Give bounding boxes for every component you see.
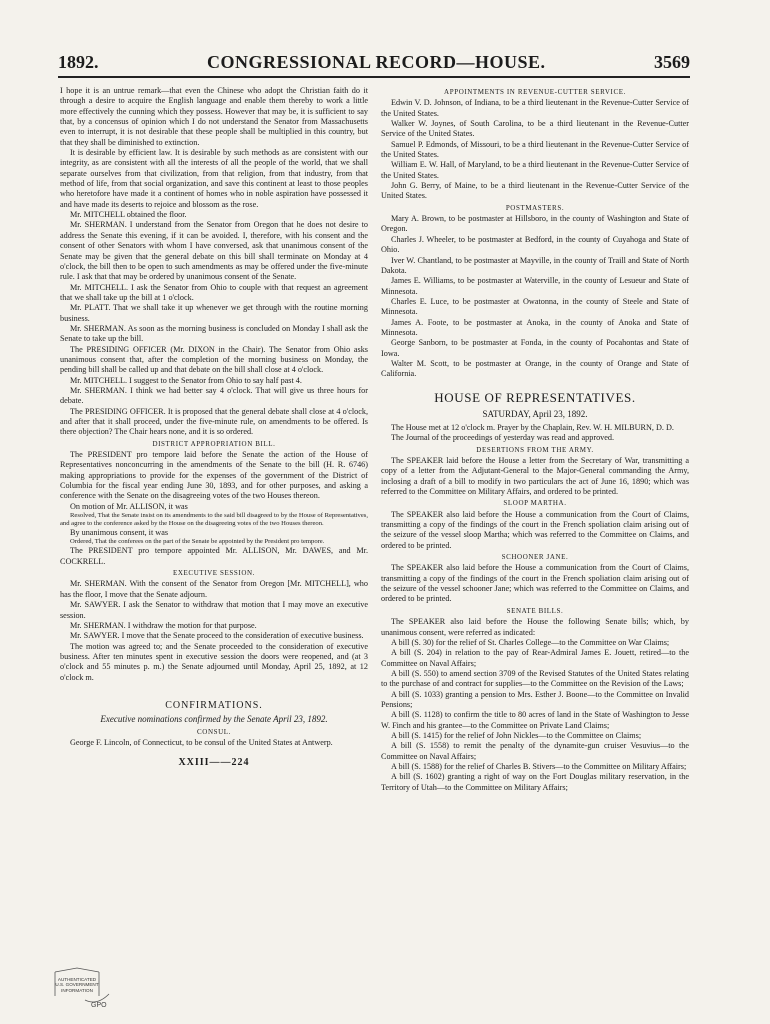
gpo-line: INFORMATION — [61, 987, 93, 993]
paragraph: George F. Lincoln, of Connecticut, to be consul of the United States at Antwerp. — [70, 737, 333, 747]
paragraph: Charles E. Luce, to be postmaster at Owatonna, in the county of Steele and State of Minnesota. — [381, 296, 689, 317]
signature-mark: XXIII——224 — [178, 757, 250, 769]
paragraph: Walter M. Scott, to be postmaster at Orange, in the county of Orange and State of California. — [381, 358, 689, 379]
paragraph: The House met at 12 o'clock m. Prayer by the Chaplain, Rev. W. H. MILBURN, D. D. — [391, 422, 674, 432]
section-heading: SENATE BILLS. — [506, 606, 564, 615]
paragraph: Mr. MITCHELL. I ask the Senator from Ohio to couple with that request an agreement that we shall take up the bill at 1 o'clock. — [60, 282, 368, 302]
paragraph: John G. Berry, of Maine, to be a third lieutenant in the Revenue-Cutter Service of the United States. — [381, 181, 689, 201]
gpo-caption — [47, 977, 107, 993]
paragraph: Mr. SHERMAN. I withdraw the motion for that purpose. — [70, 620, 257, 630]
paragraph: Iver W. Chantland, to be postmaster at Mayville, in the county of Traill and State of North Dakota. — [381, 255, 689, 275]
paragraph: Mr. PLATT. That we shall take it up whenever we get through with the routine morning business. — [60, 303, 368, 323]
paragraph: Samuel P. Edmonds, of Missouri, to be a third lieutenant in the Revenue-Cutter Service of the United States. — [381, 139, 689, 160]
header-title: CONGRESSIONAL RECORD—HOUSE. — [206, 51, 546, 72]
paragraph: William E. W. Hall, of Maryland, to be a third lieutenant in the Revenue-Cutter Service of the United States. — [381, 160, 689, 180]
paragraph: The PRESIDENT pro tempore appointed Mr. ALLISON, Mr. DAWES, and Mr. COCKRELL. — [60, 546, 368, 566]
paragraph: Mr. MITCHELL. I suggest to the Senator from Ohio to say half past 4. — [70, 375, 302, 385]
paragraph: A bill (S. 30) for the relief of St. Charles College—to the Committee on War Claims; — [391, 637, 670, 647]
paragraph: A bill (S. 1128) to confirm the title to 80 acres of land in the State of Washington to Jesse W. Finch and his grantee—to the Committee on Private Land Claims; — [381, 710, 689, 730]
paragraph: The PRESIDENT pro tempore laid before the Senate the action of the House of Representatives nonconcurring in the amendments of the Senate to the bill (H. R. 6746) making appropriations to provide for the expenses of the government of the District of Columbia for the fiscal year ending June 30, 1893, and for other purposes, and asking a conference with the Senate on the disagreeing votes of the two Houses thereon. — [60, 450, 368, 501]
paragraph: The Journal of the proceedings of yesterday was read and approved. — [391, 433, 615, 443]
section-heading: EXECUTIVE SESSION. — [173, 569, 255, 578]
paragraph: By unanimous consent, it was — [70, 528, 169, 538]
paragraph: The SPEAKER laid before the House a letter from the Secretary of War, transmitting a copy of a letter from the Adjutant-General to the Major-General commanding the Army, inclosing a draft of a bill to modify in two particulars the act of June 16, 1890; which was referred to the Committee on Military Affairs, and ordered to be printed. — [381, 456, 689, 497]
executive-nominations-line: Executive nominations confirmed by the Senate April 23, 1892. — [100, 714, 328, 725]
paragraph: A bill (S. 1033) granting a pension to Mrs. Esther J. Boone—to the Committee on Invalid Pensions; — [381, 689, 689, 709]
paragraph: Mr. SAWYER. I move that the Senate proceed to the consideration of executive business. — [70, 631, 364, 641]
paragraph: Mr. SHERMAN. I understand from the Senator from Oregon that he does not desire to address the Senate this evening, if it can be avoided. I, therefore, with his consent and the consent of other Senators with whom I have conversed, ask that unanimous consent of the Senate may be given that the general debate on this bill shall terminate on Monday at 4 o'clock, the bill then to be open to such amendments as may be offered under the five-minute rule. I ask that that may be ordered by unanimous consent of the Senate. — [60, 220, 368, 282]
header-page-number: 3569 — [653, 51, 690, 72]
paragraph: Mr. SAWYER. I ask the Senator to withdraw that motion that I may move an executive session. — [60, 600, 368, 620]
section-heading: SLOOP MARTHA. — [503, 499, 567, 508]
paragraph: Mr. SHERMAN. With the consent of the Senator from Oregon [Mr. MITCHELL], who has the floor, I move that the Senate adjourn. — [60, 579, 368, 599]
paragraph: The SPEAKER also laid before the House the following Senate bills; which, by unanimous consent, were referred as indicated: — [381, 617, 689, 637]
paragraph: Mr. SHERMAN. I think we had better say 4 o'clock. That will give us three hours for debate. — [60, 385, 368, 406]
paragraph: A bill (S. 1588) for the relief of Charles B. Stivers—to the Committee on Military Affairs; — [391, 761, 687, 771]
header-year: 1892. — [58, 51, 99, 72]
paragraph: A bill (S. 1415) for the relief of John Nickles—to the Committee on Claims; — [391, 730, 642, 740]
confirmations-heading: CONFIRMATIONS. — [165, 699, 263, 711]
paragraph: A bill (S. 204) in relation to the pay of Rear-Admiral James E. Jouett, retired—to the Committee on Naval Affairs; — [381, 648, 689, 668]
paragraph: Mary A. Brown, to be postmaster at Hillsboro, in the county of Washington and State of Oregon. — [381, 214, 689, 234]
paragraph: A bill (S. 1558) to remit the penalty of the dynamite-gun cruiser Vesuvius—to the Committee on Naval Affairs; — [381, 741, 689, 761]
paragraph: The PRESIDING OFFICER (Mr. DIXON in the Chair). The Senator from Ohio asks unanimous consent that, after the completion of the morning business on Monday, the pending bill shall be called up and that debate on the bill shall close at 4 o'clock. — [60, 344, 368, 375]
section-heading: POSTMASTERS. — [505, 203, 565, 212]
section-heading: CONSUL. — [197, 727, 231, 736]
paragraph: It is desirable by efficient law. It is desirable by such methods as are consistent with our integrity, as are consistent with all the interests of all the people of the world, that we shall separate ourselves from that civilization, from that religion, from that industry, from that method of life, from that social organization, and save this continent at least to those peoples who heretofore have made it a continent of homes who in noble aspiration have possessed it and have made its deserts to rejoice and blossom as the rose. — [60, 148, 368, 209]
paragraph: James E. Williams, to be postmaster at Waterville, in the county of Lesueur and State of Minnesota. — [381, 276, 689, 296]
resolution-text: Resolved, That the Senate insist on its amendments to the said bill disagreed to by the House of Representatives, and agree to the conference asked by the House on the disagreeing votes of the two Houses thereon. — [60, 512, 368, 528]
paragraph: A bill (S. 1602) granting a right of way on the Fort Douglas military reservation, in the Territory of Utah—to the Committee on Military Affairs; — [381, 772, 689, 792]
paragraph: Mr. SHERMAN. As soon as the morning business is concluded on Monday I shall ask the Senate to take up the bill. — [60, 323, 368, 344]
paragraph: Walker W. Joynes, of South Carolina, to be a third lieutenant in the Revenue-Cutter Service of the United States. — [381, 119, 689, 139]
paragraph: On motion of Mr. ALLISON, it was — [70, 501, 188, 511]
gpo-line: AUTHENTICATED — [57, 977, 97, 982]
section-heading: DESERTIONS FROM THE ARMY. — [476, 445, 594, 454]
paragraph: Edwin V. D. Johnson, of Indiana, to be a third lieutenant in the Revenue-Cutter Service of the United States. — [381, 98, 689, 118]
paragraph: I hope it is an untrue remark—that even the Chinese who adopt the Christian faith do it through a desire to acquire the English language and enable them thereby to work a little more effectively the cunning which they possess. However that may be, it is sufficient to say that, by a concensus of opinion which I do not understand the Senator from Massachusetts even to interrupt, it is not desirable that these people shall be multiplied in this country, but that they shall be diminished to extinction. — [60, 86, 368, 147]
order-text: Ordered, That the conferees on the part of the Senate be appointed by the President pro tempore. — [70, 538, 325, 546]
paragraph: Mr. MITCHELL obtained the floor. — [70, 210, 187, 220]
section-heading: SCHOONER JANE. — [501, 553, 569, 562]
paragraph: Charles J. Wheeler, to be postmaster at Bedford, in the county of Cuyahoga and State of Ohio. — [381, 234, 689, 255]
page-header — [58, 49, 690, 75]
paragraph: The SPEAKER also laid before the House a communication from the Court of Claims, transmitting a copy of the findings of the court in the French spoliation claim arising out of the seizure of the vessel schooner Jane; which was referred to the Committee on Claims, and ordered to be printed. — [381, 563, 689, 604]
right-column — [381, 86, 689, 793]
paragraph: George Sanborn, to be postmaster at Fonda, in the county of Pocahontas and State of Iowa. — [381, 338, 689, 358]
house-heading: HOUSE OF REPRESENTATIVES. — [434, 389, 636, 405]
section-heading: DISTRICT APPROPRIATION BILL. — [152, 439, 276, 448]
header-rule — [58, 76, 690, 78]
paragraph: The SPEAKER also laid before the House a communication from the Court of Claims, transmitting a copy of the findings of the court in the French spoliation claim arising out of the seizure of the vessel sloop Martha; which was referred to the Committee on Claims, and ordered to be printed. — [381, 509, 689, 550]
paragraph: The motion was agreed to; and the Senate proceeded to the consideration of executive business. After ten minutes spent in executive session the doors were reopened, and (at 3 o'clock and 55 minutes p. m.) the Senate adjourned until Monday, April 25, 1892, at 12 o'clock m. — [60, 641, 368, 682]
left-column — [60, 86, 368, 769]
gpo-mark: GPO — [91, 1002, 107, 1009]
gpo-line: U.S. GOVERNMENT — [55, 982, 99, 988]
session-date: SATURDAY, April 23, 1892. — [482, 408, 588, 419]
paragraph: James A. Foote, to be postmaster at Anoka, in the county of Anoka and State of Minnesota. — [381, 317, 689, 337]
paragraph: The PRESIDING OFFICER. It is proposed that the general debate shall close at 4 o'clock, and after that it shall proceed, under the five-minute rule, on amendments to be offered. Is there objection? The Chair hears none, and it is so ordered. — [60, 406, 368, 437]
section-heading: APPOINTMENTS IN REVENUE-CUTTER SERVICE. — [444, 88, 626, 96]
paragraph: A bill (S. 550) to amend section 3709 of the Revised Statutes of the United States relating to the purchase of and contract for supplies—to the Committee on the Revision of the Laws; — [381, 668, 689, 689]
